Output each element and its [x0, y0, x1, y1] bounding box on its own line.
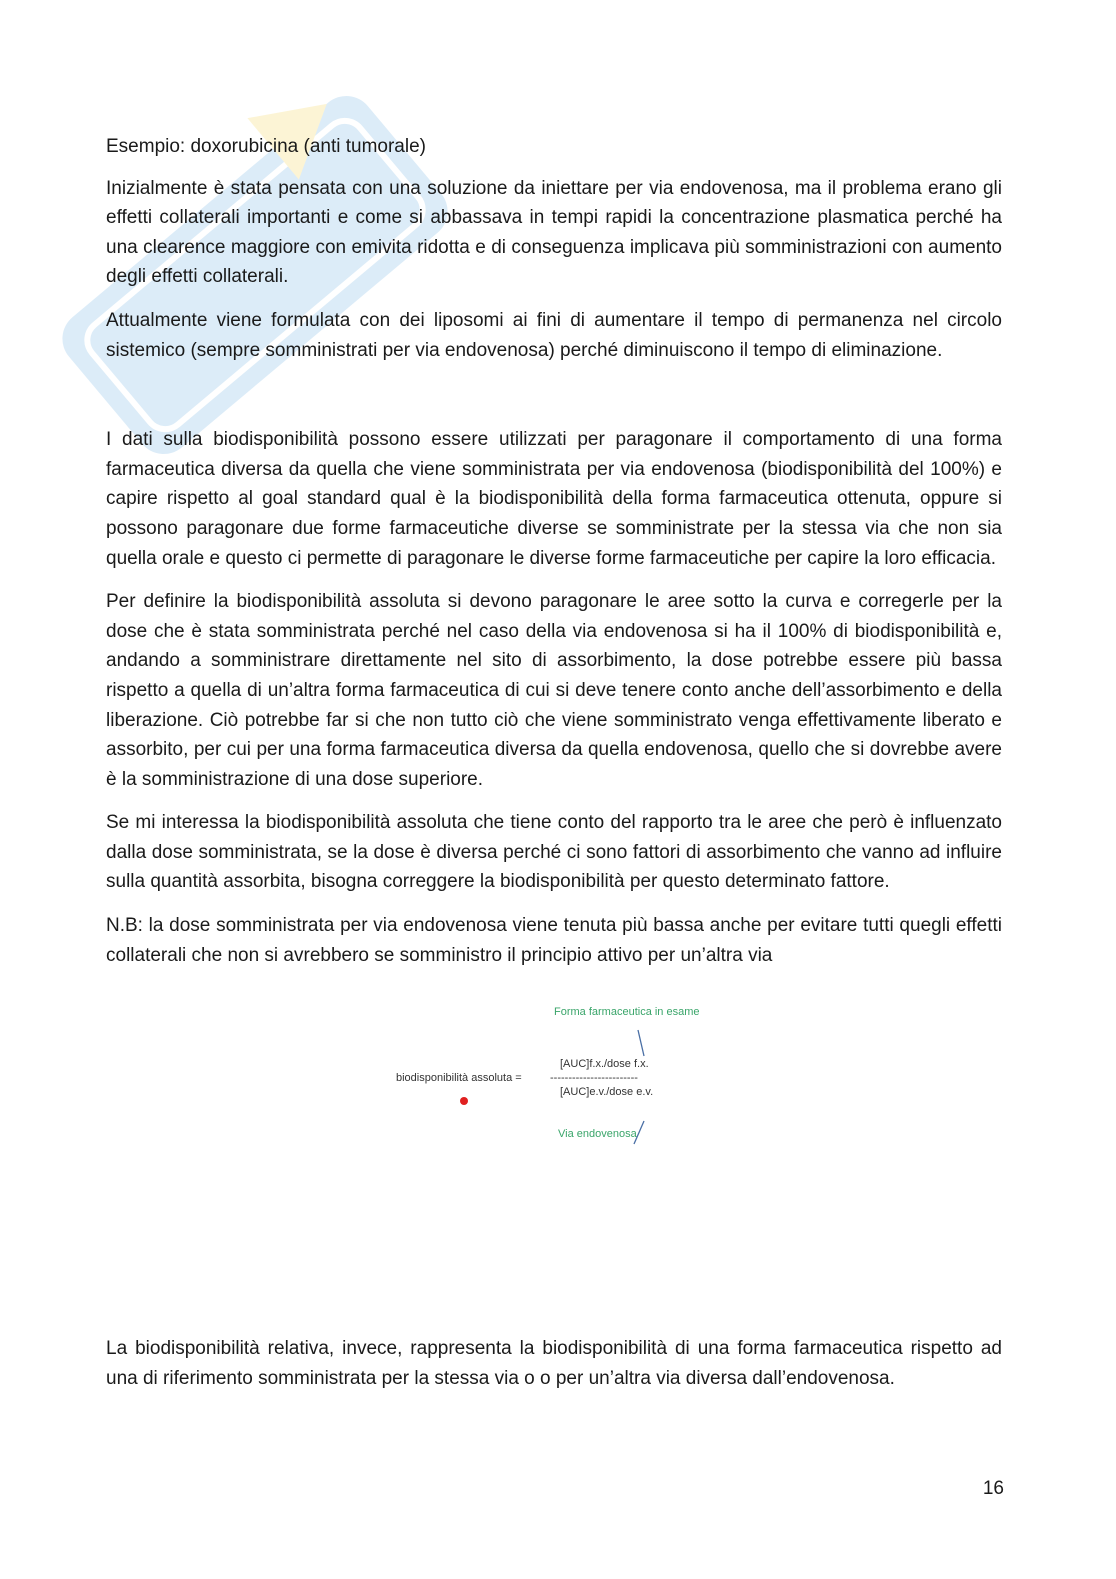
- formula-bottom-label: Via endovenosa: [558, 1128, 637, 1141]
- closing-paragraph: La biodisponibilità relativa, invece, rappresenta la biodisponibilità di una forma farmaceutica rispetto ad una di riferimento somministrata per la stessa via o o per un’altra via diversa dall’endovenosa.: [106, 1338, 1002, 1389]
- paragraph-5: Se mi interessa la biodisponibilità assoluta che tiene conto del rapporto tra le aree che però è influenzato dalla dose somministrata, se la dose è diversa perché ci sono fattori di assorbimento che vanno ad influire sulla quantità assorbita, bisogna correggere la biodisponibilità per questo determinato fattore.: [106, 812, 1002, 893]
- bioavailability-formula: [106, 984, 1002, 1174]
- formula-divider: ------------------------: [550, 1072, 638, 1085]
- paragraph-4: Per definire la biodisponibilità assoluta si devono paragonare le aree sotto la curva e corregerle per la dose che è stata somministrata perché nel caso della via endovenosa si ha il 100% di biodisponibilità e, andando a somministrare direttamente nel sito di assorbimento, la dose potrebbe essere più bassa rispetto a quella di un’altra forma farmaceutica di cui si deve tenere conto anche dell’assorbimento e della liberazione. Ciò potrebbe far si che non tutto ciò che viene somministrato venga effettivamente liberato e assorbito, per cui per una forma farmaceutica diversa da quella endovenosa, quello che si dovrebbe avere è la somministrazione di una dose superiore.: [106, 591, 1002, 790]
- document-body: [106, 132, 1002, 1174]
- paragraph-2: Attualmente viene formulata con dei liposomi ai fini di aumentare il tempo di permanenza nel circolo sistemico (sempre somministrati per via endovenosa) perché diminuiscono il tempo di eliminazione.: [106, 309, 1002, 361]
- formula-denominator: [AUC]e.v./dose e.v.: [560, 1086, 654, 1099]
- arrow-top-line: [638, 1030, 644, 1056]
- page-number: 16: [982, 1478, 1004, 1499]
- formula-lhs: biodisponibilità assoluta =: [396, 1072, 522, 1085]
- heading-example: Esempio: doxorubicina (anti tumorale): [106, 136, 426, 157]
- paragraph-1: Inizialmente è stata pensata con una soluzione da iniettare per via endovenosa, ma il problema erano gli effetti collaterali importanti e come si abbassava in tempi rapidi la concentrazione plasmatica perché ha una clearence maggiore con emivita ridotta e di conseguenza implicava più somministrazioni con aumento degli effetti collaterali.: [106, 177, 1002, 288]
- bullet-dot: [460, 1097, 468, 1105]
- paragraph-6: N.B: la dose somministrata per via endovenosa viene tenuta più bassa anche per evitare tutti quegli effetti collaterali che non si avrebbero se somministro il principio attivo per un’altra via: [106, 915, 1002, 966]
- formula-top-label: Forma farmaceutica in esame: [554, 1006, 700, 1019]
- paragraph-3: I dati sulla biodisponibilità possono essere utilizzati per paragonare il comportamento di una forma farmaceutica diversa da quella che viene somministrata per via endovenosa (biodisponibilità del 100%) e capire rispetto al goal standard qual è la biodisponibilità della forma farmaceutica ottenuta, oppure si possono paragonare due forme farmaceutiche diverse se somministrate per la stessa via che non sia quella orale e questo ci permette di paragonare le diverse forme farmaceutiche per capire la loro efficacia.: [106, 429, 1002, 569]
- formula-numerator: [AUC]f.x./dose f.x.: [560, 1058, 649, 1071]
